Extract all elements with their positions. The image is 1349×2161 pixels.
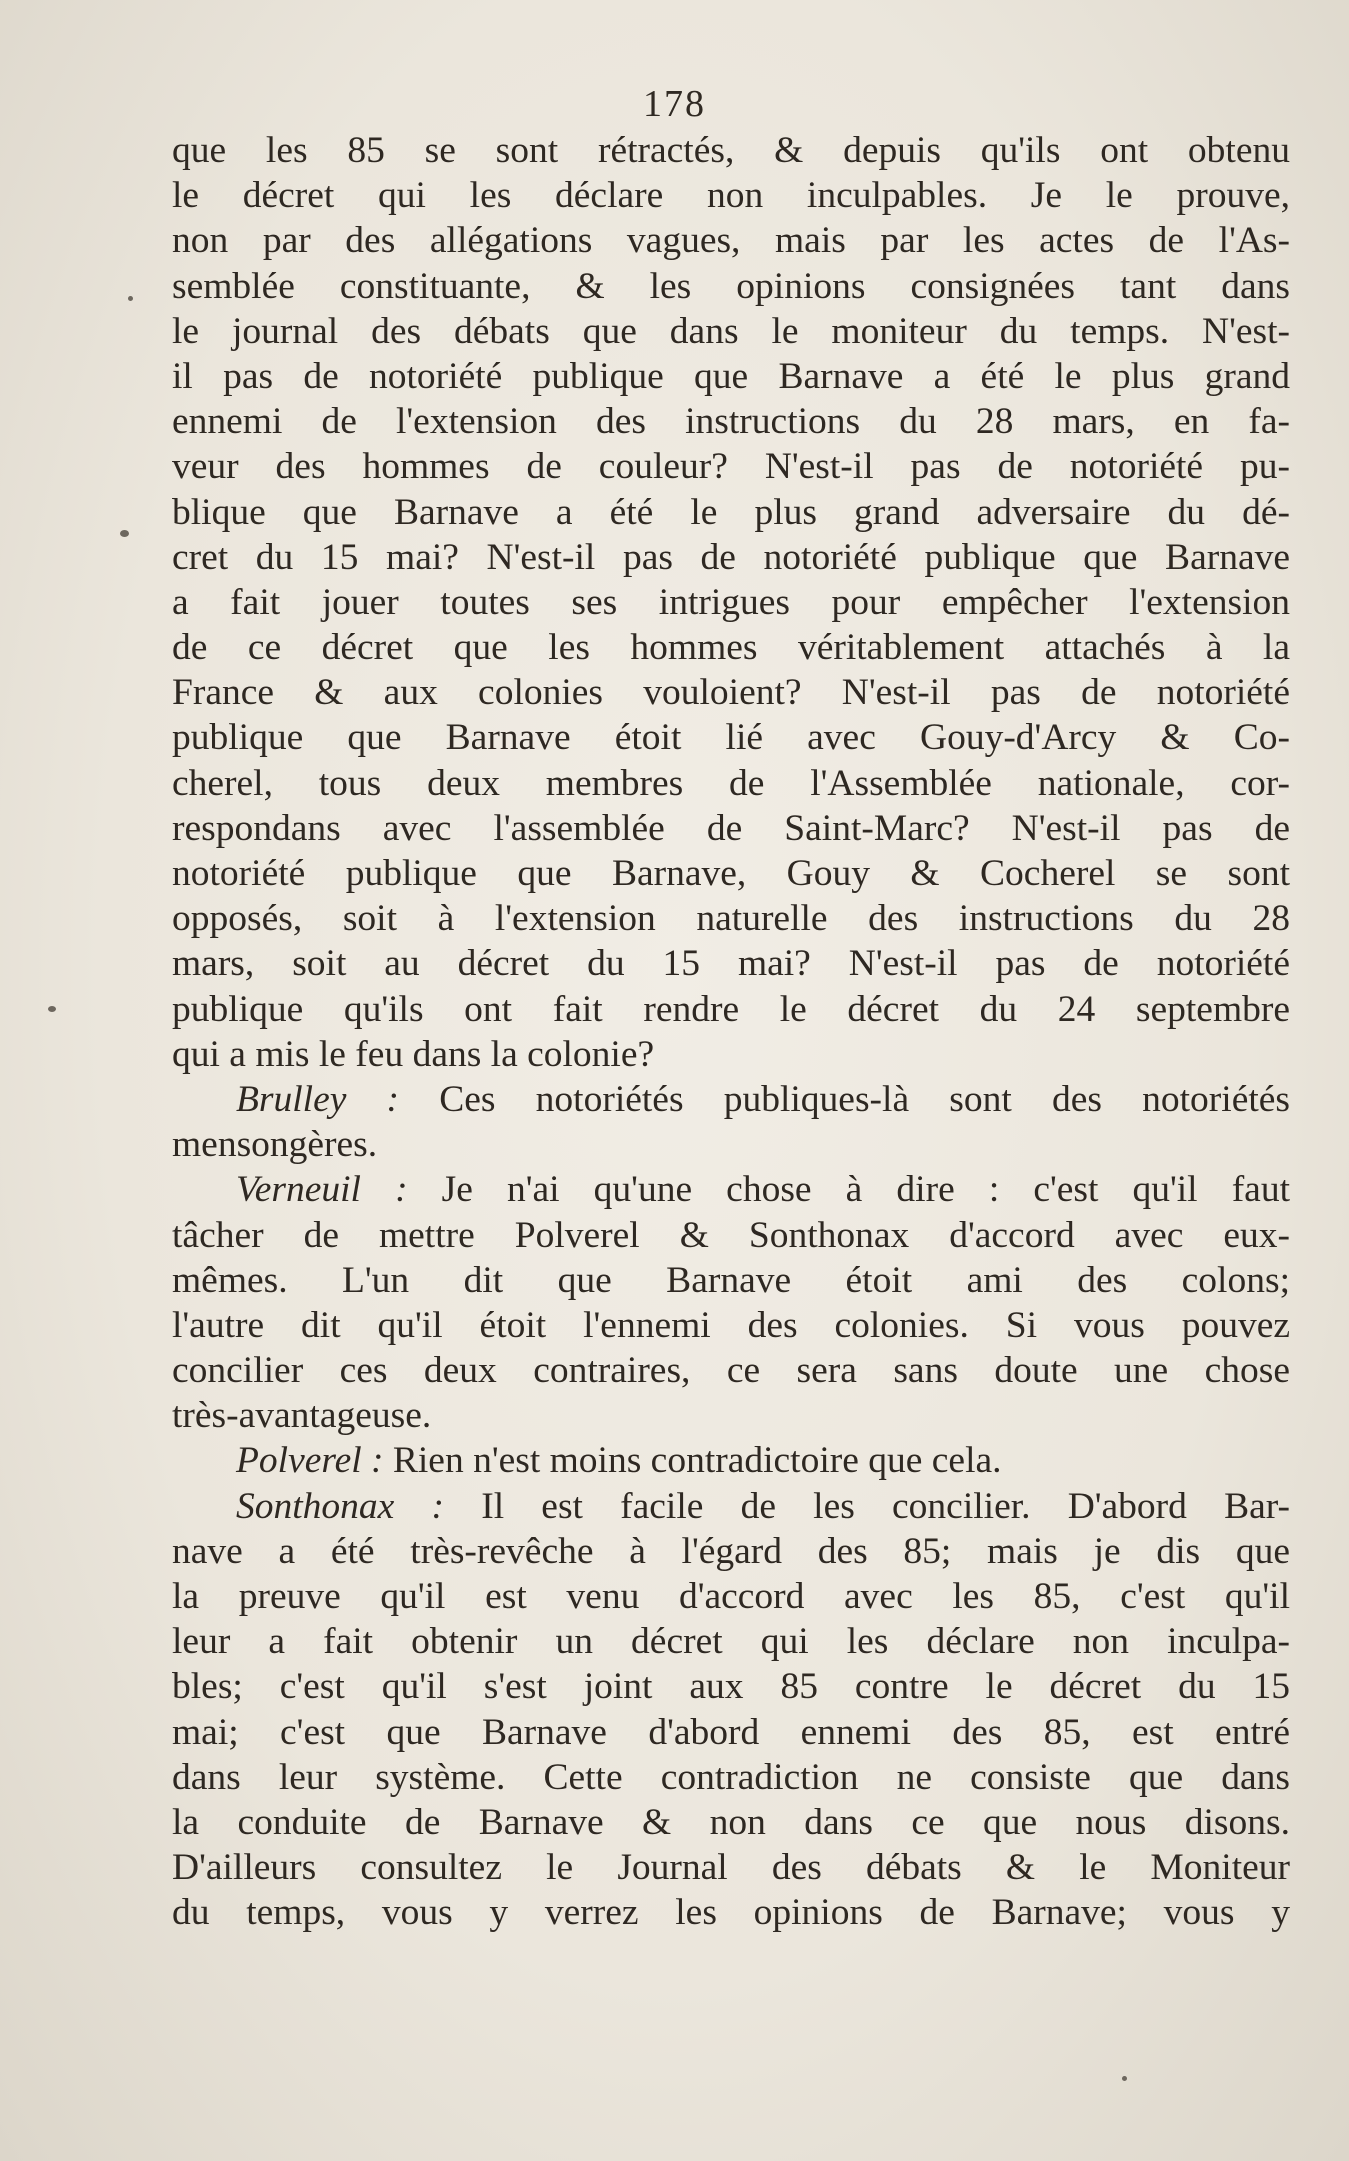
- paper-speck: [48, 1006, 56, 1012]
- text-line: le journal des débats que dans le moniteur du temps. N'est-: [172, 310, 1290, 352]
- text-line: cret du 15 mai? N'est-il pas de notoriété publique que Barnave: [172, 536, 1290, 578]
- text-line: veur des hommes de couleur? N'est-il pas de notoriété pu-: [172, 446, 1290, 488]
- text-line: opposés, soit à l'extension naturelle des instructions du 28: [172, 898, 1290, 940]
- text-line: dans leur système. Cette contradiction ne consiste que dans: [172, 1756, 1290, 1798]
- text-line: mai; c'est que Barnave d'abord ennemi des 85, est entré: [172, 1711, 1290, 1753]
- text-line: la preuve qu'il est venu d'accord avec les 85, c'est qu'il: [172, 1576, 1290, 1617]
- speaker-line: [172, 1077, 1290, 1122]
- paper-speck: [128, 296, 133, 301]
- text-line: nave a été très-revêche à l'égard des 85; mais je dis que: [172, 1530, 1290, 1572]
- text-line: non par des allégations vagues, mais par les actes de l'As-: [172, 220, 1290, 262]
- text-line: la conduite de Barnave & non dans ce que nous disons.: [172, 1801, 1290, 1843]
- text-line: mars, soit au décret du 15 mai? N'est-il pas de notoriété: [172, 943, 1290, 985]
- text-line: mensongères.: [172, 1124, 378, 1166]
- text-line: Il est facile de les concilier. D'abord Bar-: [481, 1485, 1290, 1527]
- text-line: publique qu'ils ont fait rendre le décret du 24 septembre: [172, 988, 1290, 1030]
- text-line: blique que Barnave a été le plus grand adversaire du dé-: [172, 491, 1290, 533]
- text-line: très-avantageuse.: [172, 1395, 432, 1437]
- speaker-name: Brulley :: [236, 1078, 400, 1120]
- paper-speck: [1122, 2076, 1127, 2081]
- text-line: du temps, vous y verrez les opinions de Barnave; vous y: [172, 1892, 1290, 1934]
- text-line: le décret qui les déclare non inculpables. Je le prouve,: [172, 175, 1290, 217]
- text-line: l'autre dit qu'il étoit l'ennemi des colonies. Si vous pouvez: [172, 1304, 1290, 1346]
- speaker-name: Sonthonax :: [236, 1485, 444, 1527]
- text-line: bles; c'est qu'il s'est joint aux 85 contre le décret du 15: [172, 1666, 1290, 1708]
- paragraph-barnave-argument: [172, 128, 1290, 1077]
- text-line: cherel, tous deux membres de l'Assemblée nationale, cor-: [172, 762, 1290, 804]
- speaker-name: Verneuil :: [236, 1169, 408, 1211]
- text-line: D'ailleurs consultez le Journal des débats & le Moniteur: [172, 1847, 1290, 1889]
- text-line: France & aux colonies vouloient? N'est-il pas de notoriété: [172, 672, 1290, 714]
- speaker-name: Polverel :: [236, 1440, 384, 1482]
- text-line: que les 85 se sont rétractés, & depuis qu'ils ont obtenu: [172, 130, 1290, 171]
- text-line: il pas de notoriété publique que Barnave a été le plus grand: [172, 355, 1290, 397]
- speaker-line: [172, 1438, 1290, 1483]
- text-line: a fait jouer toutes ses intrigues pour empêcher l'extension: [172, 581, 1290, 623]
- page-number: 178: [643, 83, 706, 125]
- paragraph-polverel: [172, 1438, 1290, 1483]
- text-line: ennemi de l'extension des instructions du 28 mars, en fa-: [172, 401, 1290, 443]
- text-line: mêmes. L'un dit que Barnave étoit ami des colons;: [172, 1259, 1290, 1301]
- text-line: respondans avec l'assemblée de Saint-Marc? N'est-il pas de: [172, 807, 1290, 849]
- paragraph-brulley: [172, 1077, 1290, 1167]
- speaker-line: [172, 1484, 1290, 1529]
- text-line: de ce décret que les hommes véritablement attachés à la: [172, 627, 1290, 669]
- text-line: concilier ces deux contraires, ce sera sans doute une chose: [172, 1350, 1290, 1392]
- text-line: qui a mis le feu dans la colonie?: [172, 1033, 655, 1075]
- text-line: Je n'ai qu'une chose à dire : c'est qu'il faut: [441, 1169, 1290, 1211]
- paragraph-sonthonax: [172, 1484, 1290, 1936]
- text-line: tâcher de mettre Polverel & Sonthonax d'accord avec eux-: [172, 1214, 1290, 1256]
- text-line: notoriété publique que Barnave, Gouy & Cocherel se sont: [172, 853, 1290, 894]
- body-text: [172, 128, 1290, 1936]
- speaker-line: [172, 1167, 1290, 1212]
- paper-speck: [120, 530, 129, 537]
- text-line: leur a fait obtenir un décret qui les déclare non inculpa-: [172, 1621, 1290, 1663]
- paragraph-verneuil: [172, 1167, 1290, 1438]
- text-line: publique que Barnave étoit lié avec Gouy-d'Arcy & Co-: [172, 717, 1290, 759]
- text-line: semblée constituante, & les opinions consignées tant dans: [172, 265, 1290, 307]
- text-line: Rien n'est moins contradictoire que cela.: [392, 1440, 1002, 1482]
- text-line: Ces notoriétés publiques-là sont des notoriétés: [439, 1078, 1290, 1120]
